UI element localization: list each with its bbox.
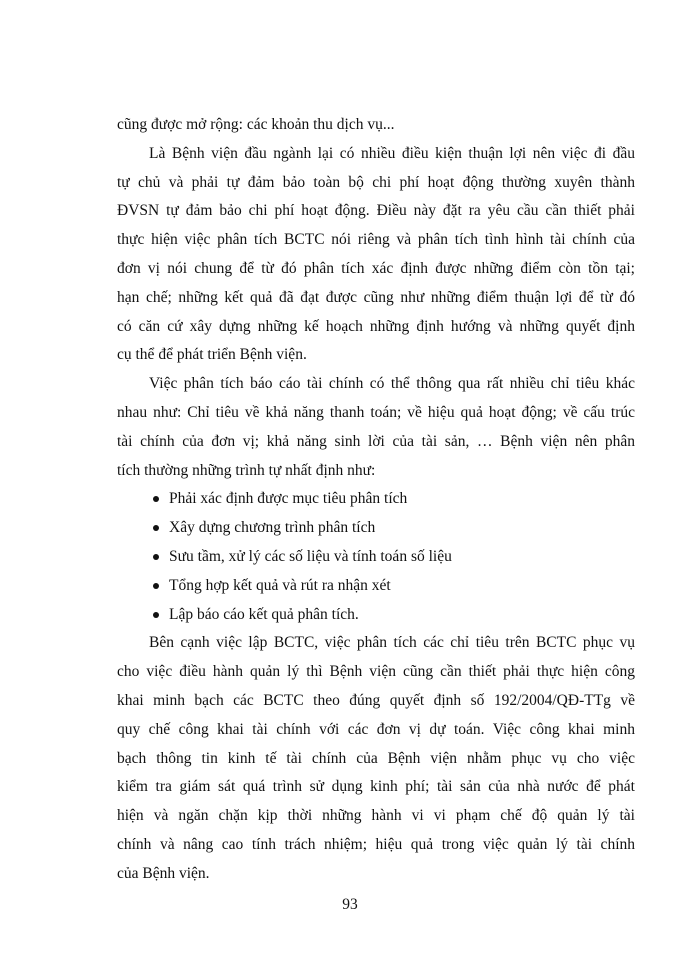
text-line: chính và nâng cao tính trách nhiệm; hiệu quả trong việc quản lý tài chính [117, 835, 635, 853]
text-line: Là Bệnh viện đầu ngành lại có nhiều điều kiện thuận lợi nên việc đi đầu [149, 144, 635, 162]
text-line: nhau như: Chỉ tiêu về khả năng thanh toán; về hiệu quả hoạt động; về cấu trúc [117, 403, 635, 421]
text-line: cụ thể để phát triển Bệnh viện. [117, 346, 307, 364]
bullet-text: Sưu tầm, xử lý các số liệu và tính toán số liệu [169, 547, 452, 565]
text-line: hạn chế; những kết quả đã đạt được cũng như những điểm thuận lợi để từ đó [117, 288, 635, 306]
bullet-text: Phải xác định được mục tiêu phân tích [169, 490, 408, 508]
text-line: tự chủ và phải tự đảm bảo toàn bộ chi phí hoạt động thường xuyên thành [117, 173, 635, 191]
bullet-dot-icon [153, 612, 159, 618]
text-line: tài chính của đơn vị; khả năng sinh lời của tài sản, … Bệnh viện nên phân [117, 432, 635, 450]
text-line: có căn cứ xây dựng những kế hoạch những định hướng và những quyết định [117, 317, 635, 335]
text-line: thực hiện việc phân tích BCTC nói riêng và phân tích tình hình tài chính của [117, 231, 635, 249]
text-line: cũng được mở rộng: các khoản thu dịch vụ... [117, 116, 395, 133]
text-line: kiểm tra giám sát quá trình sử dụng kinh phí; tài sản của nhà nước để phát [117, 778, 635, 796]
text-line: tích thường những trình tự nhất định như: [117, 461, 376, 479]
text-line: ĐVSN tự đảm bảo chi phí hoạt động. Điều này đặt ra yêu cầu cần thiết phải [117, 202, 635, 220]
bullet-dot-icon [153, 583, 159, 589]
bullet-item [117, 606, 635, 635]
page-number: 93 [342, 896, 358, 913]
text-line: của Bệnh viện. [117, 864, 210, 882]
text-line: Việc phân tích báo cáo tài chính có thể thông qua rất nhiều chỉ tiêu khác [149, 375, 635, 393]
text-line: khai minh bạch các BCTC theo đúng quyết định số 192/2004/QĐ-TTg về [117, 691, 635, 709]
body-text [117, 116, 635, 894]
text-line: cho việc điều hành quản lý thì Bệnh viện cũng cần thiết phải thực hiện công [117, 663, 635, 681]
text-line: Bên cạnh việc lập BCTC, việc phân tích các chỉ tiêu trên BCTC phục vụ [149, 634, 635, 652]
bullet-text: Tổng hợp kết quả và rút ra nhận xét [169, 576, 391, 594]
text-line: quy chế công khai tài chính với các đơn vị dự toán. Việc công khai minh [117, 720, 635, 738]
bullet-text: Xây dựng chương trình phân tích [169, 519, 376, 537]
bullet-item [117, 577, 635, 606]
text-line: bạch thông tin kinh tế tài chính của Bệnh viện nhằm phục vụ cho việc [117, 749, 635, 767]
bullet-item [117, 490, 635, 519]
bullet-dot-icon [153, 554, 159, 560]
text-line: hiện và ngăn chặn kịp thời những hành vi vi phạm chế độ quản lý tài [117, 807, 635, 825]
text-line: đơn vị nói chung để từ đó phân tích xác định được những điểm còn tồn tại; [117, 259, 635, 277]
bullet-text: Lập báo cáo kết quả phân tích. [169, 605, 359, 623]
bullet-item [117, 519, 635, 548]
bullet-item [117, 548, 635, 577]
